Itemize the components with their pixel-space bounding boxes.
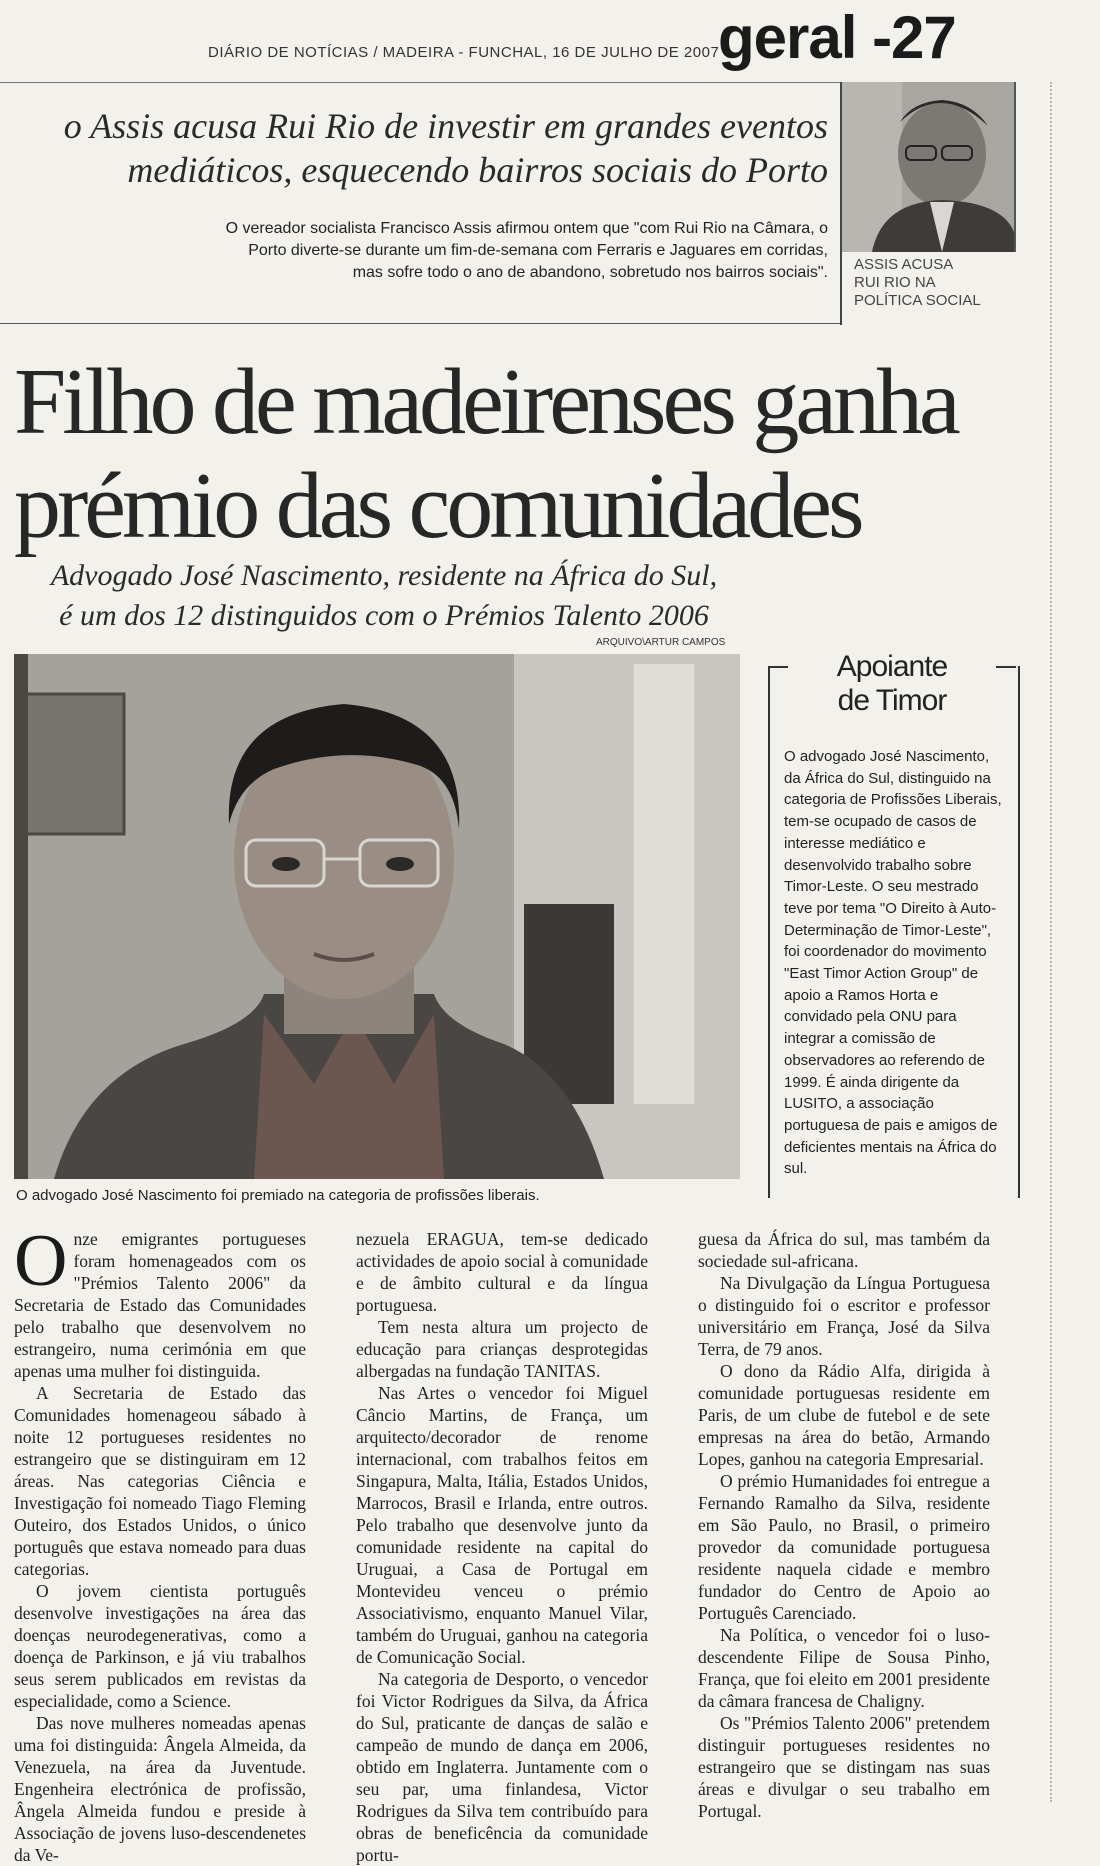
section-label: geral -27 <box>718 4 956 71</box>
paragraph: Das nove mulheres nomeadas apenas uma foi distinguida: Ângela Almeida, da Venezuela, na área da Juventude. Engenheira electrónica de profissão, Ângela Almeida fundou e preside à Associação de jovens luso-descendenetes da Ve- <box>14 1713 306 1865</box>
teaser-caption-line2: RUI RIO NA <box>854 274 936 291</box>
teaser-body-line3: mas sofre todo o ano de abandono, sobretudo nos bairros sociais". <box>352 264 828 281</box>
teaser-body-line2: Porto diverte-se durante um fim-de-semana com Ferraris e Jaguares em corridas, <box>248 242 828 259</box>
paragraph: Na Política, o vencedor foi o luso-descendente Filipe de Sousa Pinho, França, que foi eleito em 2001 presidente da câmara francesa de Chaligny. <box>698 1625 990 1711</box>
teaser-body-line1: O vereador socialista Francisco Assis afirmou ontem que "com Rui Rio na Câmara, o <box>225 220 828 237</box>
article-headline <box>14 350 1024 558</box>
article-column-2 <box>356 1228 648 1866</box>
article-headline-line2: prémio das comunidades <box>14 454 861 558</box>
article-headline-line1: Filho de madeirenses ganha <box>14 350 957 454</box>
running-head: DIÁRIO DE NOTÍCIAS / MADEIRA - FUNCHAL, 16 DE JULHO DE 2007 <box>208 44 720 61</box>
sidebar-corner-right <box>996 666 1016 668</box>
sidebar-title-line1: Apoiante <box>836 650 948 683</box>
teaser-caption-line3: POLÍTICA SOCIAL <box>854 292 981 309</box>
paragraph: Tem nesta altura um projecto de educação para crianças desprotegidas albergadas na fundação TANITAS. <box>356 1317 648 1381</box>
sidebar-title-line2: de Timor <box>837 684 947 717</box>
article-photo <box>14 654 740 1179</box>
teaser-headline-line1: o Assis acusa Rui Rio de investir em grandes eventos <box>63 106 828 146</box>
sidebar-corner-left <box>768 666 788 668</box>
paragraph: A Secretaria de Estado das Comunidades homenageou sábado à noite 12 portugueses residentes no estrangeiro que se distinguiram em 12 áreas. Nas categorias Ciência e Investigação foi nomeado Tiago Fleming Outeiro, dos Estados Unidos, o único português que estava nomeado para duas categorias. <box>14 1383 306 1579</box>
paragraph: Os "Prémios Talento 2006" pretendem distinguir portugueses residentes no estrangeiro que se distingam nas suas áreas e divulgar o seu trabalho em Portugal. <box>698 1713 990 1821</box>
photo-credit: ARQUIVO\ARTUR CAMPOS <box>596 637 726 648</box>
article-subhead-line2: é um dos 12 distinguidos com o Prémios Talento 2006 <box>59 599 709 632</box>
teaser-headline <box>0 104 828 192</box>
article-column-3 <box>698 1228 990 1822</box>
sidebar-body: O advogado José Nascimento, da África do Sul, distinguido na categoria de Profissões Liberais, tem-se ocupado de casos de interesse mediático e desenvolvido trabalho sobre Timor-Leste. O seu mestrado teve por tema "O Direito à Auto-Determinação de Timor-Leste", foi coordenador do movimento "East Timor Action Group" de apoio a Ramos Horta e convidado pela ONU para integrar a comissão de observadores ao referendo de 1999. É ainda dirigente da LUSITO, a associação portuguesa de pais e amigos de deficientes mentais na África do sul. <box>784 748 1002 1178</box>
paragraph: O jovem cientista português desenvolve investigações na área das doenças neurodegenerativas, como a doença de Parkinson, e já viu trabalhos seus serem publicados em revistas da especialidade, como a Science. <box>14 1581 306 1711</box>
sidebar-title <box>790 650 994 718</box>
teaser-caption-line1: ASSIS ACUSA <box>854 256 954 273</box>
teaser-portrait-photo <box>842 82 1016 252</box>
paragraph-text: nze emigrantes portugueses foram homenageados com os "Prémios Talento 2006" da Secretaria de Estado das Comunidades pelo trabalho que desenvolvem no estrangeiro, numa cerimónia em que apenas uma mulher foi distinguida. <box>14 1229 306 1381</box>
teaser-photo-caption <box>854 256 981 310</box>
margin-rule <box>1050 82 1054 1802</box>
paragraph: O dono da Rádio Alfa, dirigida à comunidade portuguesas residente em Paris, de um clube de futebol e de sete empresas na área do betão, Armando Lopes, ganhou na categoria Empresarial. <box>698 1361 990 1469</box>
article-column-1 <box>14 1220 306 1866</box>
article-subhead-line1: Advogado José Nascimento, residente na África do Sul, <box>50 559 718 592</box>
photo-caption: O advogado José Nascimento foi premiado na categoria de profissões liberais. <box>16 1187 540 1204</box>
drop-cap: O <box>14 1220 68 1302</box>
paragraph <box>14 1220 306 1382</box>
teaser-headline-line2: mediáticos, esquecendo bairros sociais do Porto <box>127 150 828 190</box>
paragraph: O prémio Humanidades foi entregue a Fernando Ramalho da Silva, residente em São Paulo, no Brasil, o primeiro provedor da comunidade portuguesa residente naquela cidade e membro fundador do Centro de Apoio ao Português Carenciado. <box>698 1471 990 1623</box>
paragraph: Na Divulgação da Língua Portuguesa o distinguido foi o escritor e professor universitário em França, José da Silva Terra, de 79 anos. <box>698 1273 990 1359</box>
paragraph: guesa da África do sul, mas também da sociedade sul-africana. <box>698 1229 990 1271</box>
paragraph: Na categoria de Desporto, o vencedor foi Victor Rodrigues da Silva, da África do Sul, praticante de danças de salão e campeão de mundo de dança em 2006, obtido em Inglaterra. Juntamente com o seu par, uma finlandesa, Victor Rodrigues da Silva tem contribuído para obras de beneficência da comunidade portu- <box>356 1669 648 1865</box>
paragraph: nezuela ERAGUA, tem-se dedicado actividades de apoio social à comunidade e de âmbito cultural e da língua portuguesa. <box>356 1229 648 1315</box>
paragraph: Nas Artes o vencedor foi Miguel Câncio Martins, de França, um arquitecto/decorador de renome internacional, com trabalhos feitos em Singapura, Malta, Itália, Estados Unidos, Marrocos, Brasil e Irlanda, entre outros. Pelo trabalho que desenvolve junto da comunidade residente na capital do Uruguai, a Casa de Portugal em Montevideu venceu o prémio Associativismo, enquanto Manuel Vilar, também do Uruguai, ganhou na categoria de Comunicação Social. <box>356 1383 648 1667</box>
teaser-body <box>110 218 828 284</box>
article-subhead <box>14 556 754 636</box>
